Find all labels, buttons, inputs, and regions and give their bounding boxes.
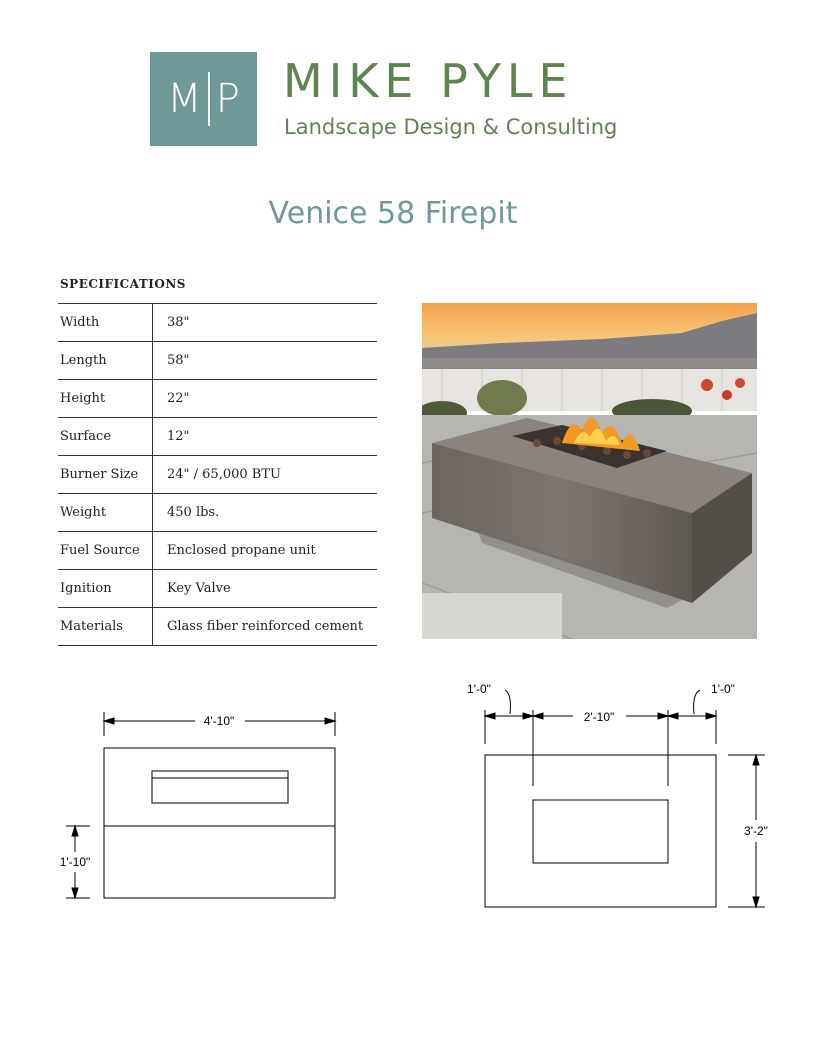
spec-value: Glass fiber reinforced cement bbox=[153, 608, 378, 646]
spec-row bbox=[58, 532, 377, 570]
spec-row bbox=[58, 494, 377, 532]
specifications-table bbox=[58, 303, 377, 646]
logo-mark bbox=[150, 52, 257, 146]
spec-row bbox=[58, 380, 377, 418]
burner-opening bbox=[152, 771, 288, 803]
spec-row bbox=[58, 608, 377, 646]
dim-arrow bbox=[753, 897, 759, 907]
spec-row bbox=[58, 342, 377, 380]
dim-arrow bbox=[104, 718, 114, 724]
top-right-margin-label: 1'-0" bbox=[711, 682, 735, 696]
top-view-outline bbox=[485, 755, 716, 907]
top-view-drawing bbox=[485, 690, 765, 907]
spec-label: Length bbox=[58, 342, 153, 380]
spec-value: 38" bbox=[153, 304, 378, 342]
top-left-margin-label: 1'-0" bbox=[467, 682, 491, 696]
side-view-drawing bbox=[66, 712, 335, 898]
product-title: Venice 58 Firepit bbox=[268, 196, 518, 231]
spec-value: Key Valve bbox=[153, 570, 378, 608]
spec-label: Surface bbox=[58, 418, 153, 456]
firepit-photo-illustration bbox=[422, 303, 757, 639]
logo-letter-m: M bbox=[167, 76, 202, 122]
brand-name: MIKE PYLE bbox=[283, 54, 574, 108]
spec-row bbox=[58, 456, 377, 494]
spec-label: Fuel Source bbox=[58, 532, 153, 570]
leader-line bbox=[694, 690, 700, 714]
spec-row bbox=[58, 304, 377, 342]
firepit-photo bbox=[422, 303, 757, 639]
leader-line bbox=[505, 690, 510, 714]
logo-divider bbox=[208, 72, 210, 126]
spec-value: 12" bbox=[153, 418, 378, 456]
top-view-burner bbox=[533, 800, 668, 863]
brand-tagline: Landscape Design & Consulting bbox=[284, 115, 618, 139]
dim-arrow bbox=[72, 826, 78, 836]
dim-arrow bbox=[325, 718, 335, 724]
dimension-drawings bbox=[0, 660, 816, 930]
spec-row bbox=[58, 418, 377, 456]
spec-value: 450 lbs. bbox=[153, 494, 378, 532]
dim-arrow bbox=[668, 713, 678, 719]
dim-arrow bbox=[533, 713, 543, 719]
dim-arrow bbox=[485, 713, 495, 719]
spec-label: Width bbox=[58, 304, 153, 342]
logo-letter-p: P bbox=[215, 76, 240, 122]
spec-label: Ignition bbox=[58, 570, 153, 608]
dim-arrow bbox=[72, 888, 78, 898]
spec-value: Enclosed propane unit bbox=[153, 532, 378, 570]
dim-arrow bbox=[706, 713, 716, 719]
side-height-label: 1'-10" bbox=[59, 855, 91, 869]
spec-label: Height bbox=[58, 380, 153, 418]
dim-arrow bbox=[753, 755, 759, 765]
spec-value: 22" bbox=[153, 380, 378, 418]
top-burner-width-label: 2'-10" bbox=[583, 710, 615, 724]
spec-value: 58" bbox=[153, 342, 378, 380]
spec-label: Burner Size bbox=[58, 456, 153, 494]
spec-label: Weight bbox=[58, 494, 153, 532]
spec-row bbox=[58, 570, 377, 608]
spec-label: Materials bbox=[58, 608, 153, 646]
spec-value: 24" / 65,000 BTU bbox=[153, 456, 378, 494]
specifications-heading: SPECIFICATIONS bbox=[60, 277, 186, 291]
top-depth-label: 3'-2" bbox=[744, 824, 768, 838]
side-length-label: 4'-10" bbox=[203, 714, 235, 728]
